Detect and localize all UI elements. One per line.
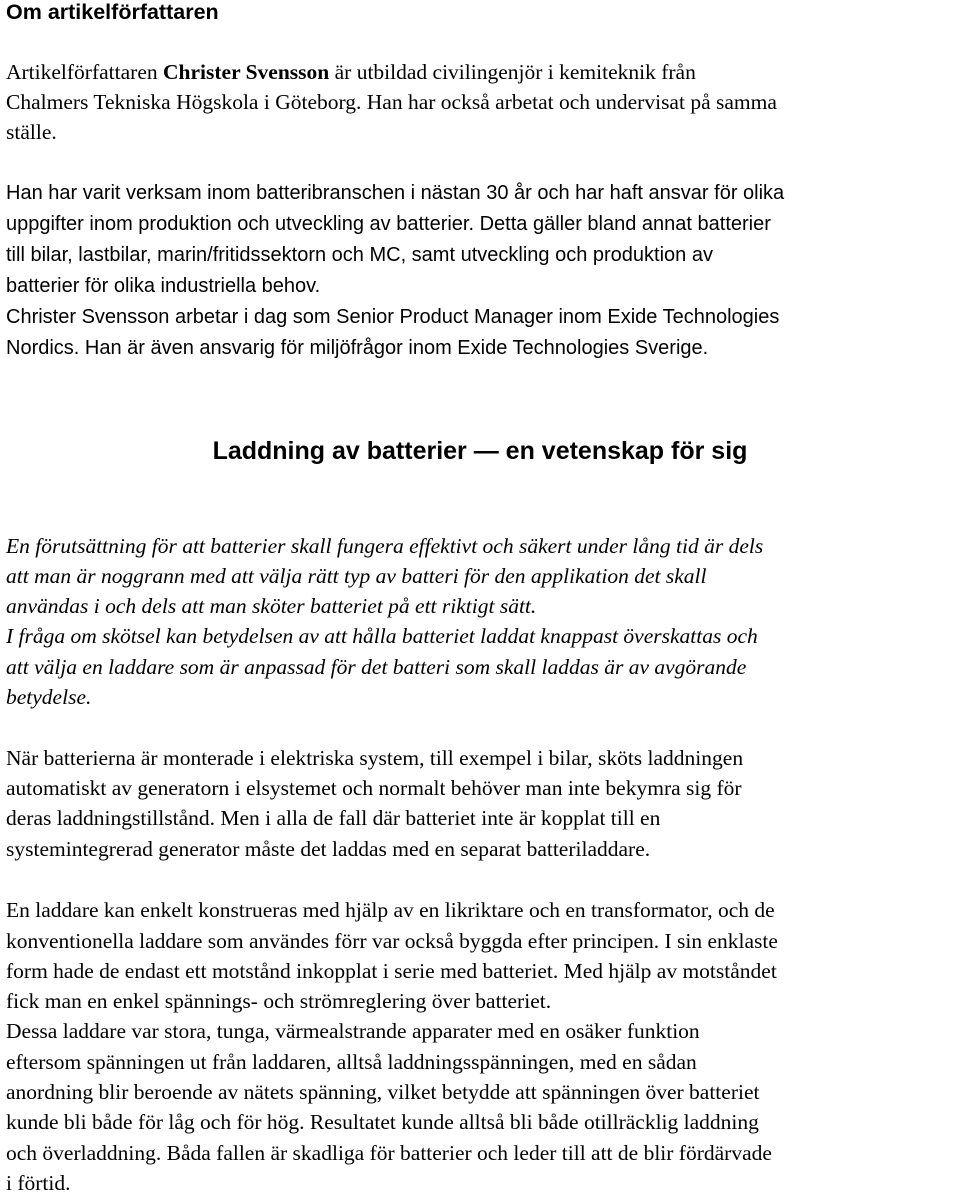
paragraph-line: automatiskt av generatorn i elsystemet och normalt behöver man inte bekymra sig för bbox=[6, 776, 742, 800]
about-intro-line bbox=[6, 57, 696, 87]
about-intro-line: ställe. bbox=[6, 120, 57, 144]
paragraph-line: och överladdning. Båda fallen är skadliga för batterier och leder till att de blir fördärvade bbox=[6, 1141, 772, 1165]
lead-line: användas i och dels att man sköter batteriet på ett riktigt sätt. bbox=[6, 594, 537, 618]
about-heading: Om artikelförfattaren bbox=[6, 0, 219, 24]
about-intro-line: Chalmers Tekniska Högskola i Göteborg. Han har också arbetat och undervisat på samma bbox=[6, 90, 777, 114]
lead-line: att välja en laddare som är anpassad för det batteri som skall laddas är av avgörande bbox=[6, 655, 747, 679]
experience-line: till bilar, lastbilar, marin/fritidssektorn och MC, samt utveckling och produktion av bbox=[6, 244, 713, 266]
paragraph-line: systemintegrerad generator måste det laddas med en separat batteriladdare. bbox=[6, 837, 651, 861]
lead-line: I fråga om skötsel kan betydelsen av att hålla batteriet laddat knappast överskattas och bbox=[6, 624, 758, 648]
experience-line: batterier för olika industriella behov. bbox=[6, 275, 321, 297]
paragraph-line: eftersom spänningen ut från laddaren, alltså laddningsspänningen, med en sådan bbox=[6, 1050, 697, 1074]
experience-line: Nordics. Han är även ansvarig för miljöfrågor inom Exide Technologies Sverige. bbox=[6, 337, 709, 359]
author-name: Christer Svensson bbox=[163, 60, 330, 84]
about-intro-before: Artikelförfattaren bbox=[6, 60, 163, 84]
paragraph-line: i förtid. bbox=[6, 1171, 71, 1195]
paragraph-line: fick man en enkel spännings- och strömreglering över batteriet. bbox=[6, 989, 552, 1013]
paragraph-line: kunde bli både för låg och för hög. Resultatet kunde alltså bli både otillräcklig laddning bbox=[6, 1110, 759, 1134]
paragraph-line: form hade de endast ett motstånd inkopplat i serie med batteriet. Med hjälp av motståndet bbox=[6, 959, 777, 983]
paragraph-line: Dessa laddare var stora, tunga, värmealstrande apparater med en osäker funktion bbox=[6, 1019, 700, 1043]
paragraph-line: anordning blir beroende av nätets spänning, vilket betydde att spänningen över batteriet bbox=[6, 1080, 760, 1104]
about-intro-after: är utbildad civilingenjör i kemiteknik från bbox=[329, 60, 696, 84]
experience-line: Han har varit verksam inom batteribranschen i nästan 30 år och har haft ansvar för olika bbox=[6, 182, 785, 204]
paragraph-line: En laddare kan enkelt konstrueras med hjälp av en likriktare och en transformator, och de bbox=[6, 898, 775, 922]
lead-line: En förutsättning för att batterier skall fungera effektivt och säkert under lång tid är dels bbox=[6, 534, 764, 558]
experience-line: Christer Svensson arbetar i dag som Senior Product Manager inom Exide Technologies bbox=[6, 306, 780, 328]
lead-line: betydelse. bbox=[6, 685, 92, 709]
paragraph-line: deras laddningstillstånd. Men i alla de fall där batteriet inte är kopplat till en bbox=[6, 806, 661, 830]
article-title: Laddning av batterier — en vetenskap för sig bbox=[212, 437, 748, 465]
experience-line: uppgifter inom produktion och utveckling av batterier. Detta gäller bland annat batterier bbox=[6, 213, 771, 235]
paragraph-line: konventionella laddare som användes förr var också byggda efter principen. I sin enklaste bbox=[6, 929, 778, 953]
lead-line: att man är noggrann med att välja rätt typ av batteri för den applikation det skall bbox=[6, 564, 707, 588]
paragraph-line: När batterierna är monterade i elektriska system, till exempel i bilar, sköts laddningen bbox=[6, 746, 744, 770]
